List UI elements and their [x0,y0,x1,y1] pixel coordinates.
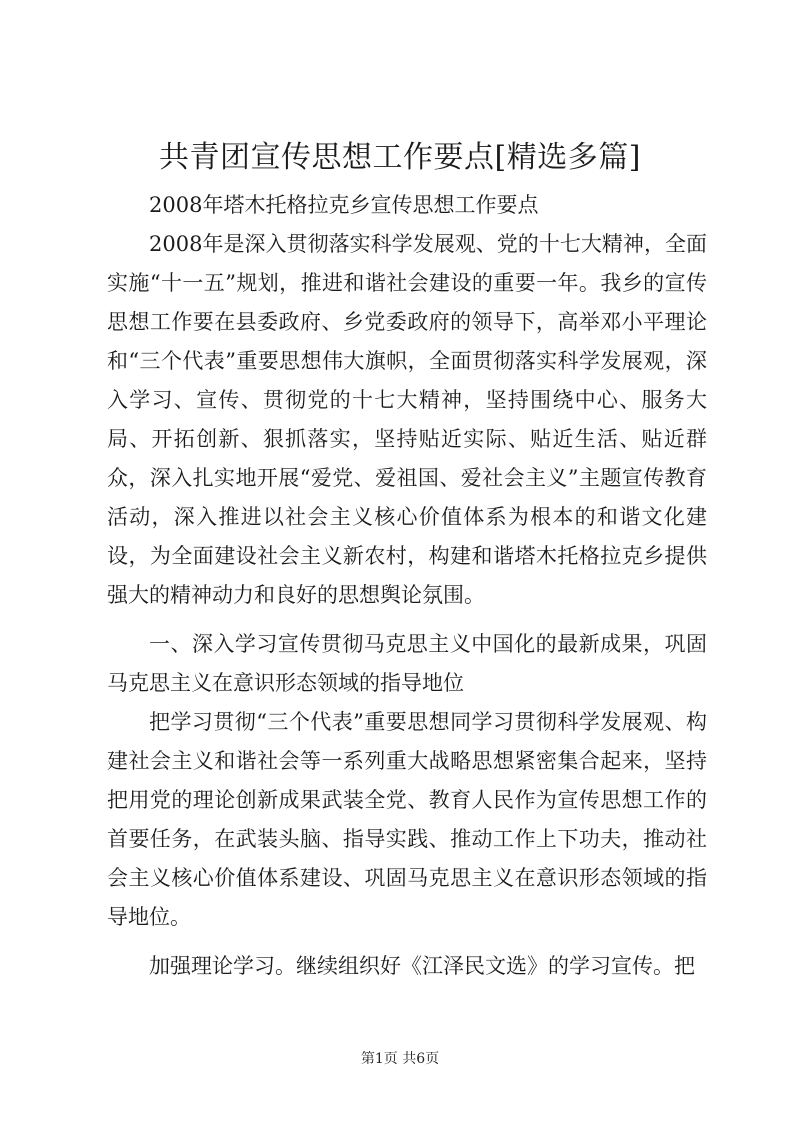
paragraph-intro: 2008年是深入贯彻落实科学发展观、党的十七大精神，全面实施“十一五”规划，推进和谐社会建设的重要一年。我乡的宣传思想工作要在县委政府、乡党委政府的领导下，高举邓小平理论和“三个代表”重要思想伟大旗帜，全面贯彻落实科学发展观，深入学习、宣传、贯彻党的十七大精神，坚持围绕中心、服务大局、开拓创新、狠抓落实，坚持贴近实际、贴近生活、贴近群众，深入扎实地开展“爱党、爱祖国、爱社会主义”主题宣传教育活动，深入推进以社会主义核心价值体系为根本的和谐文化建设，为全面建设社会主义新农村，构建和谐塔木托格拉克乡提供强大的精神动力和良好的思想舆论氛围。 [107,232,707,607]
paragraph-section-1: 把学习贯彻“三个代表”重要思想同学习贯彻科学发展观、构建社会主义和谐社会等一系列重大战略思想紧密集合起来，坚持把用党的理论创新成果武装全党、教育人民作为宣传思想工作的首要任务，在武装头脑、指导实践、推动工作上下功夫，推动社会主义核心价值体系建设、巩固马克思主义在意识形态领域的指导地位。 [107,710,707,929]
paragraph-theory-study: 加强理论学习。继续组织好《江泽民文选》的学习宣传。把 [149,954,695,978]
document-title: 共青团宣传思想工作要点[精选多篇] [159,140,641,175]
document-body [107,186,707,996]
section-heading-1: 一、深入学习宣传贯彻马克思主义中国化的最新成果，巩固马克思主义在意识形态领域的指导地位 [107,632,707,695]
page-footer: 第1页 共6页 [360,1051,440,1067]
document-subtitle: 2008年塔木托格拉克乡宣传思想工作要点 [149,193,539,217]
